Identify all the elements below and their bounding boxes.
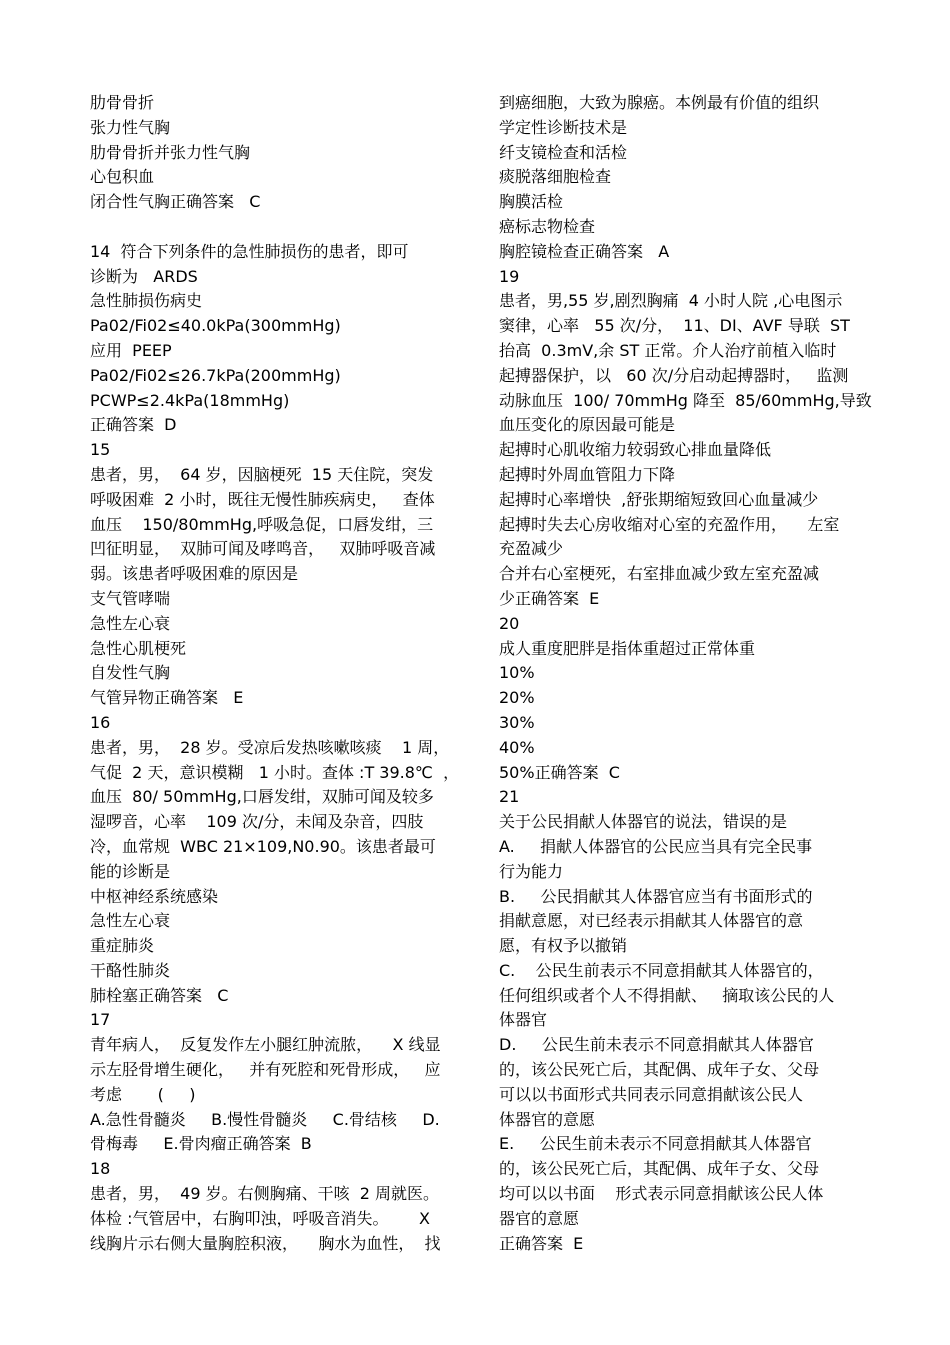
right-column-text-line: D. 公民生前未表示不同意捐献其人体器官 <box>499 1035 814 1055</box>
left-column-text-line: 冷，血常规 WBC 21×109,N0.90。该患者最可 <box>90 836 436 856</box>
right-column-text-line: B. 公民捐献其人体器官应当有书面形式的 <box>499 886 813 906</box>
right-column-text-line: 癌标志物检查 <box>499 216 596 236</box>
left-column-text-line: 16 <box>90 712 111 732</box>
right-column-text-line: 的，该公民死亡后，其配偶、成年子女、父母 <box>499 1060 820 1080</box>
right-column-text-line: 到癌细胞，大致为腺癌。本例最有价值的组织 <box>499 93 820 112</box>
left-column-text-line: 急性左心衰 <box>90 613 171 633</box>
left-column-text-line: 呼吸困难 2 小时，既往无慢性肺疾病史， 查体 <box>90 489 435 509</box>
left-column-text-line: 正确答案 D <box>90 415 177 435</box>
left-column-text-line: 支气管哮喘 <box>90 588 171 608</box>
right-column-text-line: 起搏时外周血管阻力下降 <box>499 464 676 484</box>
right-column-text-line: 起搏时心率增快 ,舒张期缩短致回心血量减少 <box>499 489 819 509</box>
left-column-text-line: 弱。该患者呼吸困难的原因是 <box>90 564 299 584</box>
left-column-text-line: 线胸片示右侧大量胸腔积液， 胸水为血性， 找 <box>90 1233 441 1253</box>
right-column-text-line: 血压变化的原因最可能是 <box>499 415 676 435</box>
left-column-text-line: 心包积血 <box>90 167 155 187</box>
left-column-text-line <box>90 215 470 240</box>
left-column-text-line: 诊断为 ARDS <box>90 266 198 286</box>
right-column-text-line: 10% <box>499 663 535 683</box>
right-column-text-line: 成人重度肥胖是指体重超过正常体重 <box>499 638 756 658</box>
right-column-text-line: 抬高 0.3mV,余 ST 正常。介人治疗前植入临时 <box>499 340 837 360</box>
right-column-text-line: 正确答案 E <box>499 1233 584 1253</box>
left-column-text-line: 青年病人， 反复发作左小腿红肿流脓， X 线显 <box>90 1035 441 1055</box>
left-column-text-line: 骨梅毒 E.骨肉瘤正确答案 B <box>90 1134 312 1154</box>
right-column-text-line: 19 <box>499 266 520 286</box>
left-column-text-line: Pa02/Fi02≤26.7kPa(200mmHg) <box>90 365 341 385</box>
left-column-text-line: 考虑 ( ) <box>90 1084 196 1104</box>
left-column-text-line: 患者，男， 64 岁，因脑梗死 15 天住院，突发 <box>90 464 434 484</box>
left-column-text-line: 气管异物正确答案 E <box>90 688 244 708</box>
left-column-text-line: 中枢神经系统感染 <box>90 886 219 906</box>
right-column-text-line: 均可以以书面 形式表示同意捐献该公民人体 <box>499 1184 824 1204</box>
left-column-text-line: PCWP≤2.4kPa(18mmHg) <box>90 390 290 410</box>
left-column-text-line: 15 <box>90 440 111 460</box>
left-column-text-line: 肋骨骨折 <box>90 93 155 112</box>
right-column-text-line: 可以以书面形式共同表示同意捐献该公民人 <box>499 1084 804 1104</box>
right-column-text-line: 体器官的意愿 <box>499 1109 596 1129</box>
right-column-text-line: 关于公民捐献人体器官的说法，错误的是 <box>499 812 788 832</box>
right-column-text-line: 任何组织或者个人不得捐献、 摘取该公民的人 <box>499 985 835 1005</box>
left-column-text-line: 能的诊断是 <box>90 861 171 881</box>
right-column <box>499 91 881 1256</box>
right-column-text-line: 50%正确答案 C <box>499 762 620 782</box>
left-column-text-line: 急性肺损伤病史 <box>90 291 203 311</box>
left-column-text-line: 血压 150/80mmHg,呼吸急促，口唇发绀，三 <box>90 514 434 534</box>
right-column-text-line: 起搏时心肌收缩力较弱致心排血量降低 <box>499 440 772 460</box>
right-column-text-line: 愿，有权予以撤销 <box>499 936 628 956</box>
right-column-text-line: E. 公民生前未表示不同意捐献其人体器官 <box>499 1134 812 1154</box>
left-column-text-line: 血压 80/ 50mmHg,口唇发绀，双肺可闻及较多 <box>90 787 434 807</box>
right-column-text-line: A. 捐献人体器官的公民应当具有完全民事 <box>499 836 813 856</box>
left-column-text-line: 14 符合下列条件的急性肺损伤的患者，即可 <box>90 241 409 261</box>
left-column-text-line: 湿啰音，心率 109 次/分，未闻及杂音，四肢 <box>90 812 424 832</box>
right-column-text-line: 患者，男,55 岁,剧烈胸痛 4 小时人院 ,心电图示 <box>499 291 843 311</box>
left-column-text-line: 肋骨骨折并张力性气胸 <box>90 142 251 162</box>
left-column-text-line: 18 <box>90 1159 111 1179</box>
left-column-text-line: A.急性骨髓炎 B.慢性骨髓炎 C.骨结核 D. <box>90 1109 440 1129</box>
right-column-text-line: C. 公民生前表示不同意捐献其人体器官的， <box>499 960 824 980</box>
right-column-text-line: 动脉血压 100/ 70mmHg 降至 85/60mmHg,导致 <box>499 390 872 410</box>
right-column-text-line: 21 <box>499 787 520 807</box>
left-column <box>90 91 470 1256</box>
left-column-text-line: 肺栓塞正确答案 C <box>90 985 229 1005</box>
right-column-text-line: 学定性诊断技术是 <box>499 117 628 137</box>
right-column-text-line: 30% <box>499 712 535 732</box>
left-column-text-line: Pa02/Fi02≤40.0kPa(300mmHg) <box>90 316 341 336</box>
right-column-text-line: 器官的意愿 <box>499 1208 580 1228</box>
left-column-text-line: 应用 PEEP <box>90 340 172 360</box>
right-column-text-line: 纤支镜检查和活检 <box>499 142 628 162</box>
left-column-text-line: 重症肺炎 <box>90 936 155 956</box>
right-column-text-line: 少正确答案 E <box>499 588 600 608</box>
left-column-text-line: 凹征明显， 双肺可闻及哮鸣音， 双肺呼吸音减 <box>90 539 436 559</box>
left-column-text-line: 张力性气胸 <box>90 117 171 137</box>
right-column-text-line: 的，该公民死亡后，其配偶、成年子女、父母 <box>499 1159 820 1179</box>
right-column-text-line: 胸腔镜检查正确答案 A <box>499 241 670 261</box>
right-column-text-line: 窦律，心率 55 次/分， 11、DI、AVF 导联 ST <box>499 316 850 336</box>
left-column-text-line: 急性左心衰 <box>90 911 171 931</box>
left-column-text-line: 示左胫骨增生硬化， 并有死腔和死骨形成， 应 <box>90 1060 441 1080</box>
left-column-text-line: 自发性气胸 <box>90 663 171 683</box>
left-column-text-line: 气促 2 天，意识模糊 1 小时。查体 :T 39.8℃ ， <box>90 762 460 782</box>
left-column-text-line: 体检 :气管居中，右胸叩浊，呼吸音消失。 X <box>90 1208 430 1228</box>
left-column-text-line: 17 <box>90 1010 111 1030</box>
left-column-text-line: 闭合性气胸正确答案 C <box>90 192 261 212</box>
right-column-text-line: 痰脱落细胞检查 <box>499 167 612 187</box>
left-column-text-line: 急性心肌梗死 <box>90 638 187 658</box>
right-column-text-line: 体器官 <box>499 1010 548 1030</box>
left-column-text-line: 患者，男， 28 岁。受凉后发热咳嗽咳痰 1 周， <box>90 737 450 757</box>
right-column-text-line: 40% <box>499 737 535 757</box>
right-column-text-line: 合并右心室梗死，右室排血减少致左室充盈减 <box>499 564 820 584</box>
right-column-text-line: 起搏器保护，以 60 次/分启动起搏器时， 监测 <box>499 365 849 385</box>
right-column-text-line: 捐献意愿，对已经表示捐献其人体器官的意 <box>499 911 804 931</box>
right-column-text-line: 20 <box>499 613 520 633</box>
right-column-text-line: 起搏时失去心房收缩对心室的充盈作用， 左室 <box>499 514 840 534</box>
right-column-text-line: 20% <box>499 688 535 708</box>
left-column-text-line: 干酪性肺炎 <box>90 960 171 980</box>
right-column-text-line: 充盈减少 <box>499 539 564 559</box>
left-column-text-line: 患者，男， 49 岁。右侧胸痛、干咳 2 周就医。 <box>90 1184 440 1204</box>
right-column-text-line: 胸膜活检 <box>499 192 564 212</box>
right-column-text-line: 行为能力 <box>499 861 564 881</box>
